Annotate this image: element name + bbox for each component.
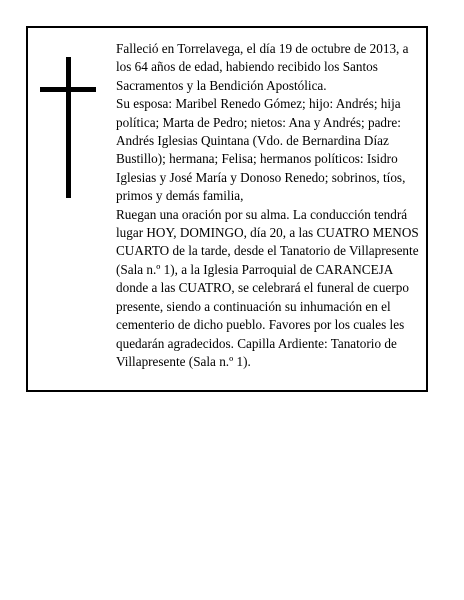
death-announcement-paragraph: Falleció en Torrelavega, el día 19 de octubre de 2013, a los 64 años de edad, habiendo recibido los Santos Sacramentos y la Bendición Apostólica. bbox=[116, 41, 409, 93]
family-list-paragraph: Su esposa: Maribel Renedo Gómez; hijo: Andrés; hija política; Marta de Pedro; nietos: Ana y Andrés; padre: Andrés Iglesias Quintana (Vdo. de Bernardina Díaz Bustillo); hermana; Felisa; hermanos políticos: Isidro Iglesias y José María y Donoso Renedo; sobrinos, tíos, primos y demás familia, bbox=[116, 96, 406, 204]
latin-cross-icon bbox=[40, 57, 96, 198]
funeral-details-paragraph: Ruegan una oración por su alma. La conducción tendrá lugar HOY, DOMINGO, día 20, a las CUATRO MENOS CUARTO de la tarde, desde el Tanatorio de Villapresente (Sala n.º 1), a la Iglesia Parroquial de CARANCEJA donde a las CUATRO, se celebrará el funeral de cuerpo presente, siendo a continuación su inhumación en el cementerio de dicho pueblo. Favores por los cuales les quedarán agradecidos. Capilla Ardiente: Tanatorio de Villapresente (Sala n.º 1). bbox=[116, 206, 419, 369]
obituary-notice bbox=[26, 26, 428, 392]
obituary-text bbox=[116, 40, 422, 371]
